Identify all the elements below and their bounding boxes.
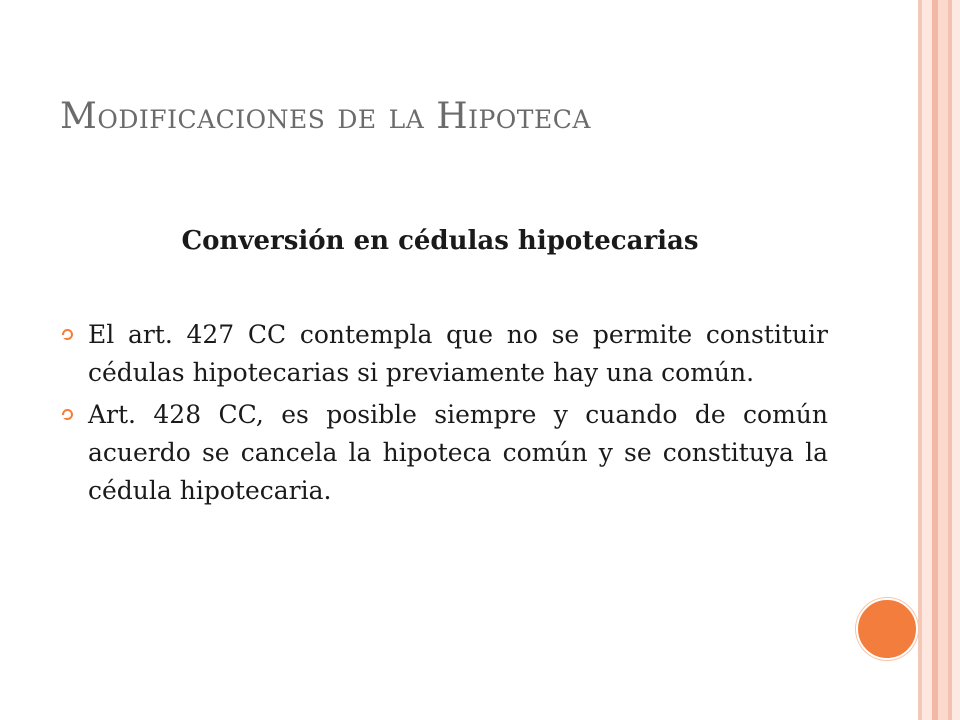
decorative-stripe xyxy=(938,0,948,720)
decorative-circle-icon xyxy=(856,598,918,660)
bullet-circle-icon xyxy=(62,329,73,340)
bullet-item xyxy=(62,396,828,510)
slide-subtitle: Conversión en cédulas hipotecarias xyxy=(181,226,699,256)
bullet-circle-icon xyxy=(62,409,73,420)
bullet-text: Art. 428 CC, es posible siempre y cuando de común acuerdo se cancela la hipoteca común y se constituya la cédula hipotecaria. xyxy=(88,400,828,505)
decorative-stripe xyxy=(922,0,932,720)
bullet-item xyxy=(62,316,828,392)
decorative-stripe xyxy=(952,0,960,720)
bullet-text: El art. 427 CC contempla que no se permite constituir cédulas hipotecarias si previamente hay una común. xyxy=(88,320,828,387)
slide-title: Modificaciones de la Hipoteca xyxy=(60,96,591,137)
bullet-list xyxy=(62,316,828,514)
